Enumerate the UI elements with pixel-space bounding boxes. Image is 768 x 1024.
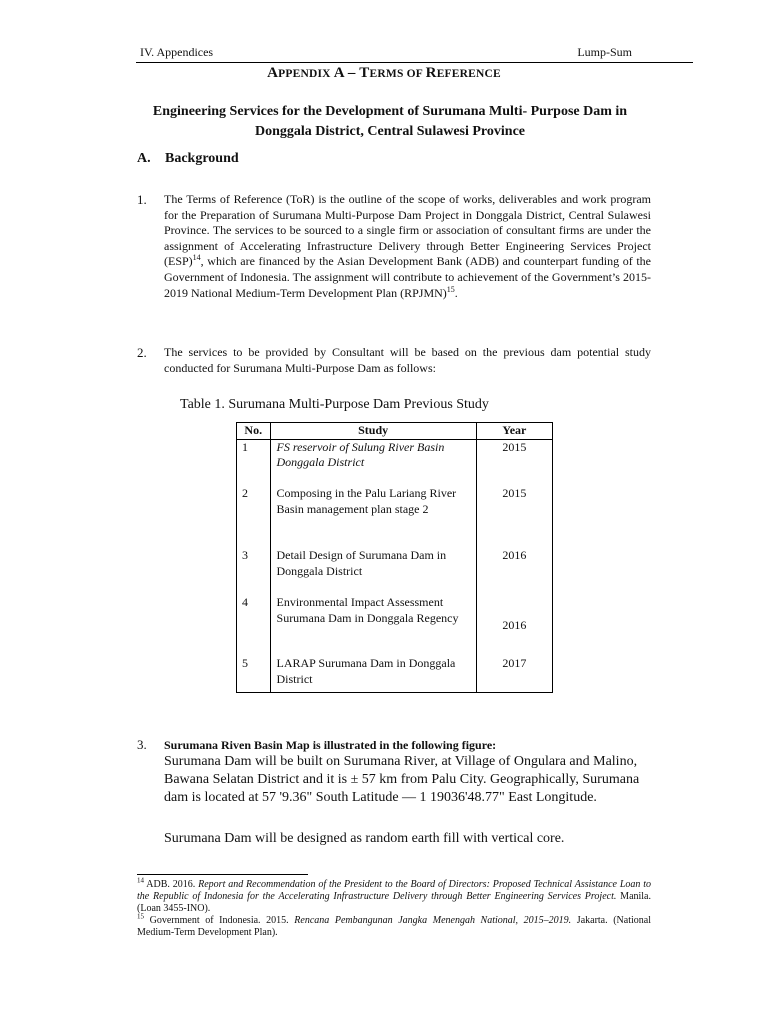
row-number: 3 (237, 548, 271, 595)
running-header-contract-type: Lump-Sum (577, 45, 632, 59)
footnote-14: $^{14}$ ADB. 2016. Report and Recommendation of the President to the Board of Directors: Proposed Technical Assistance Loan to the Republic of Indonesia for the Accelerating Infrastructure Delivery through Better Engineering Services Project. Manila. (Loan 3455-INO). (137, 876, 652, 914)
study-title: Environmental Impact Assessment Surumana Dam in Donggala Regency (270, 595, 476, 656)
section-heading-background (0, 151, 768, 171)
study-title: FS reservoir of Sulung River Basin Donggala District (270, 439, 476, 486)
study-year: 2015 (476, 486, 552, 548)
study-year: 2017 (476, 656, 552, 692)
paragraph-1: The Terms of Reference (ToR) is the outline of the scope of works, deliverables and work program for the Preparation of Surumana Multi-Purpose Dam Project in Donggala District, Central Sulawesi Province. The services to be sourced to a single firm or association of consultant firms are under the assignment of Accelerating Infrastructure Delivery through Better Engineering Services Project (ESP)$^{14}$, which are financed by the Asian Development Bank (ADB) and counterpart funding of the Government of Indonesia. The assignment will contribute to achievement of the Government’s 2015-2019 National Medium-Term Development Plan (RPJMN)$^{15}$. (164, 192, 651, 300)
paragraph-3-lead: Surumana Riven Basin Map is illustrated in the following figure: (164, 738, 497, 752)
table-caption: Table 1. Surumana Multi-Purpose Dam Previous Study (180, 397, 489, 412)
header-rule (136, 62, 693, 63)
column-header-no: No. (237, 423, 271, 440)
footnote-15: $^{15}$ Government of Indonesia. 2015. Rencana Pembangunan Jangka Menengah National, 2015–2019. Jakarta. (National Medium-Term Development Plan). (137, 912, 651, 938)
document-title-line-1: Engineering Services for the Development of Surumana Multi- Purpose Dam in (152, 104, 628, 119)
paragraph-1-number: 1. (137, 192, 147, 207)
paragraph-3-design-note: Surumana Dam will be designed as random earth fill with vertical core. (164, 831, 565, 846)
table-row (237, 656, 553, 692)
running-header-section: IV. Appendices (140, 45, 214, 59)
table-row (237, 595, 553, 656)
study-year: 2016 (476, 548, 552, 595)
table-row (237, 548, 553, 595)
document-title (130, 102, 650, 142)
table-row (237, 486, 553, 548)
column-header-study: Study (270, 423, 476, 440)
row-number: 2 (237, 486, 271, 548)
study-title: Detail Design of Surumana Dam in Donggala District (270, 548, 476, 595)
study-year: 2015 (476, 439, 552, 486)
row-number: 4 (237, 595, 271, 656)
appendix-title: APPENDIX A – TERMS OF REFERENCE (267, 65, 501, 81)
previous-study-table (236, 422, 553, 693)
study-year: 2016 (476, 595, 552, 656)
row-number: 1 (237, 439, 271, 486)
column-header-year: Year (476, 423, 552, 440)
paragraph-3-body: Surumana Dam will be built on Surumana River, at Village of Ongulara and Malino, Bawana Selatan District and it is ± 57 km from Palu City. Geographically, Surumana dam is located at 57 '9.36" South Latitude — 1 19036'48.77" East Longitude. (164, 754, 640, 805)
footnote-ref-15: 15 (446, 284, 455, 294)
footnotes (137, 876, 652, 939)
section-title: Background (165, 151, 239, 166)
footnote-separator (137, 874, 308, 875)
paragraph-3-number: 3. (137, 737, 147, 752)
row-number: 5 (237, 656, 271, 692)
study-title: LARAP Surumana Dam in Donggala District (270, 656, 476, 692)
table-row (237, 439, 553, 486)
section-number: A. (137, 151, 151, 166)
paragraph-2: The services to be provided by Consultant will be based on the previous dam potential study conducted for Surumana Multi-Purpose Dam as follows: (164, 345, 651, 375)
paragraph-2-number: 2. (137, 345, 147, 360)
paragraph-3 (164, 738, 664, 807)
footnote-ref-14: 14 (192, 253, 201, 263)
table-header-row (237, 423, 553, 440)
document-title-line-2: Donggala District, Central Sulawesi Province (255, 124, 525, 139)
study-title: Composing in the Palu Lariang River Basin management plan stage 2 (270, 486, 476, 548)
